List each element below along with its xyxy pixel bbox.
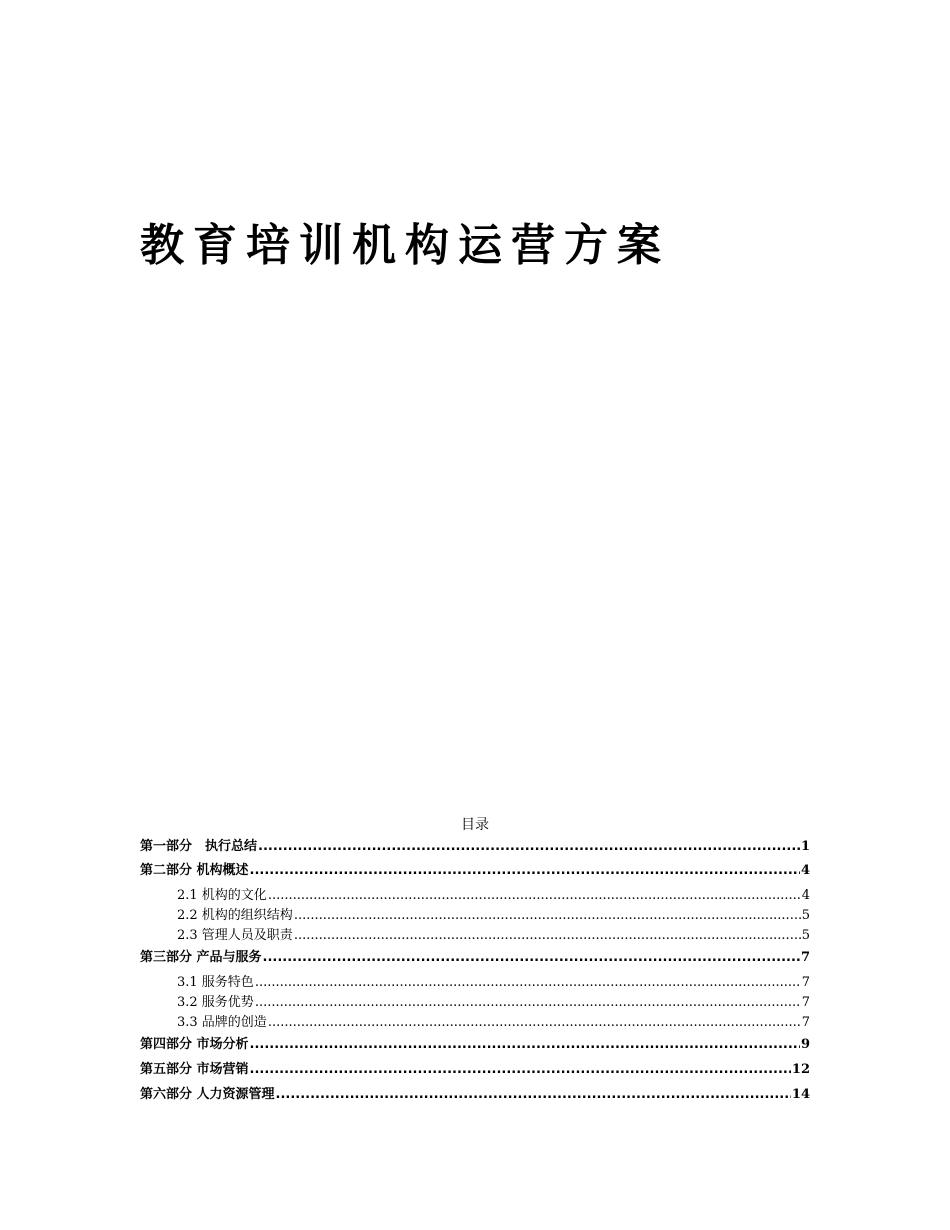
toc-leader-dots <box>268 1013 801 1033</box>
toc-leader-dots <box>294 926 801 946</box>
toc-entry-part-2[interactable] <box>140 858 810 883</box>
toc-entry-3-3[interactable] <box>140 1013 810 1033</box>
toc-entry-title: 3.3 品牌的创造 <box>177 1015 267 1030</box>
toc-page-number: 5 <box>801 908 810 923</box>
toc-page-number: 1 <box>800 839 810 854</box>
toc-entry-3-2[interactable] <box>140 993 810 1013</box>
toc-page-number: 4 <box>800 863 810 878</box>
toc-page-number: 14 <box>791 1087 810 1102</box>
toc-page-number: 7 <box>801 1015 810 1030</box>
toc-entry-title: 第一部分 执行总结 <box>140 839 258 854</box>
toc-page-number: 7 <box>800 950 810 965</box>
toc-entry-title: 3.2 服务优势 <box>177 995 254 1010</box>
toc-entry-2-2[interactable] <box>140 906 810 926</box>
toc-leader-dots <box>268 886 801 906</box>
toc-leader-dots <box>255 993 801 1013</box>
toc-leader-dots <box>258 836 800 858</box>
toc-leader-dots <box>250 1057 791 1082</box>
toc-entry-title: 3.1 服务特色 <box>177 975 254 990</box>
document-title: 教育培训机构运营方案 <box>140 220 670 271</box>
toc-entry-title: 第二部分 机构概述 <box>140 863 249 878</box>
toc-heading: 目录 <box>461 817 489 833</box>
toc-leader-dots <box>250 1033 800 1057</box>
toc-entry-title: 2.2 机构的组织结构 <box>177 908 293 923</box>
toc-entry-part-6[interactable] <box>140 1082 810 1107</box>
toc-entry-part-5[interactable] <box>140 1057 810 1082</box>
toc-leader-dots <box>263 946 800 970</box>
toc-entry-2-1[interactable] <box>140 886 810 906</box>
toc-entry-title: 第四部分 市场分析 <box>140 1037 249 1052</box>
toc-entry-title: 第五部分 市场营销 <box>140 1062 249 1077</box>
toc-leader-dots <box>294 906 801 926</box>
toc-page-number: 5 <box>801 928 810 943</box>
toc-list <box>140 836 810 1107</box>
toc-entry-part-4[interactable] <box>140 1033 810 1057</box>
table-of-contents <box>140 814 810 1107</box>
toc-entry-title: 2.3 管理人员及职责 <box>177 928 293 943</box>
toc-entry-title: 第三部分 产品与服务 <box>140 950 262 965</box>
toc-leader-dots <box>276 1082 791 1107</box>
toc-page-number: 12 <box>791 1062 810 1077</box>
toc-entry-2-3[interactable] <box>140 926 810 946</box>
toc-entry-part-1[interactable] <box>140 836 810 858</box>
toc-leader-dots <box>250 858 800 883</box>
toc-page-number: 4 <box>801 888 810 903</box>
toc-page-number: 9 <box>800 1037 810 1052</box>
toc-entry-title: 第六部分 人力资源管理 <box>140 1087 275 1102</box>
toc-entry-title: 2.1 机构的文化 <box>177 888 267 903</box>
toc-page-number: 7 <box>801 995 810 1010</box>
toc-page-number: 7 <box>801 975 810 990</box>
toc-entry-part-3[interactable] <box>140 946 810 970</box>
toc-entry-3-1[interactable] <box>140 973 810 993</box>
toc-leader-dots <box>255 973 801 993</box>
